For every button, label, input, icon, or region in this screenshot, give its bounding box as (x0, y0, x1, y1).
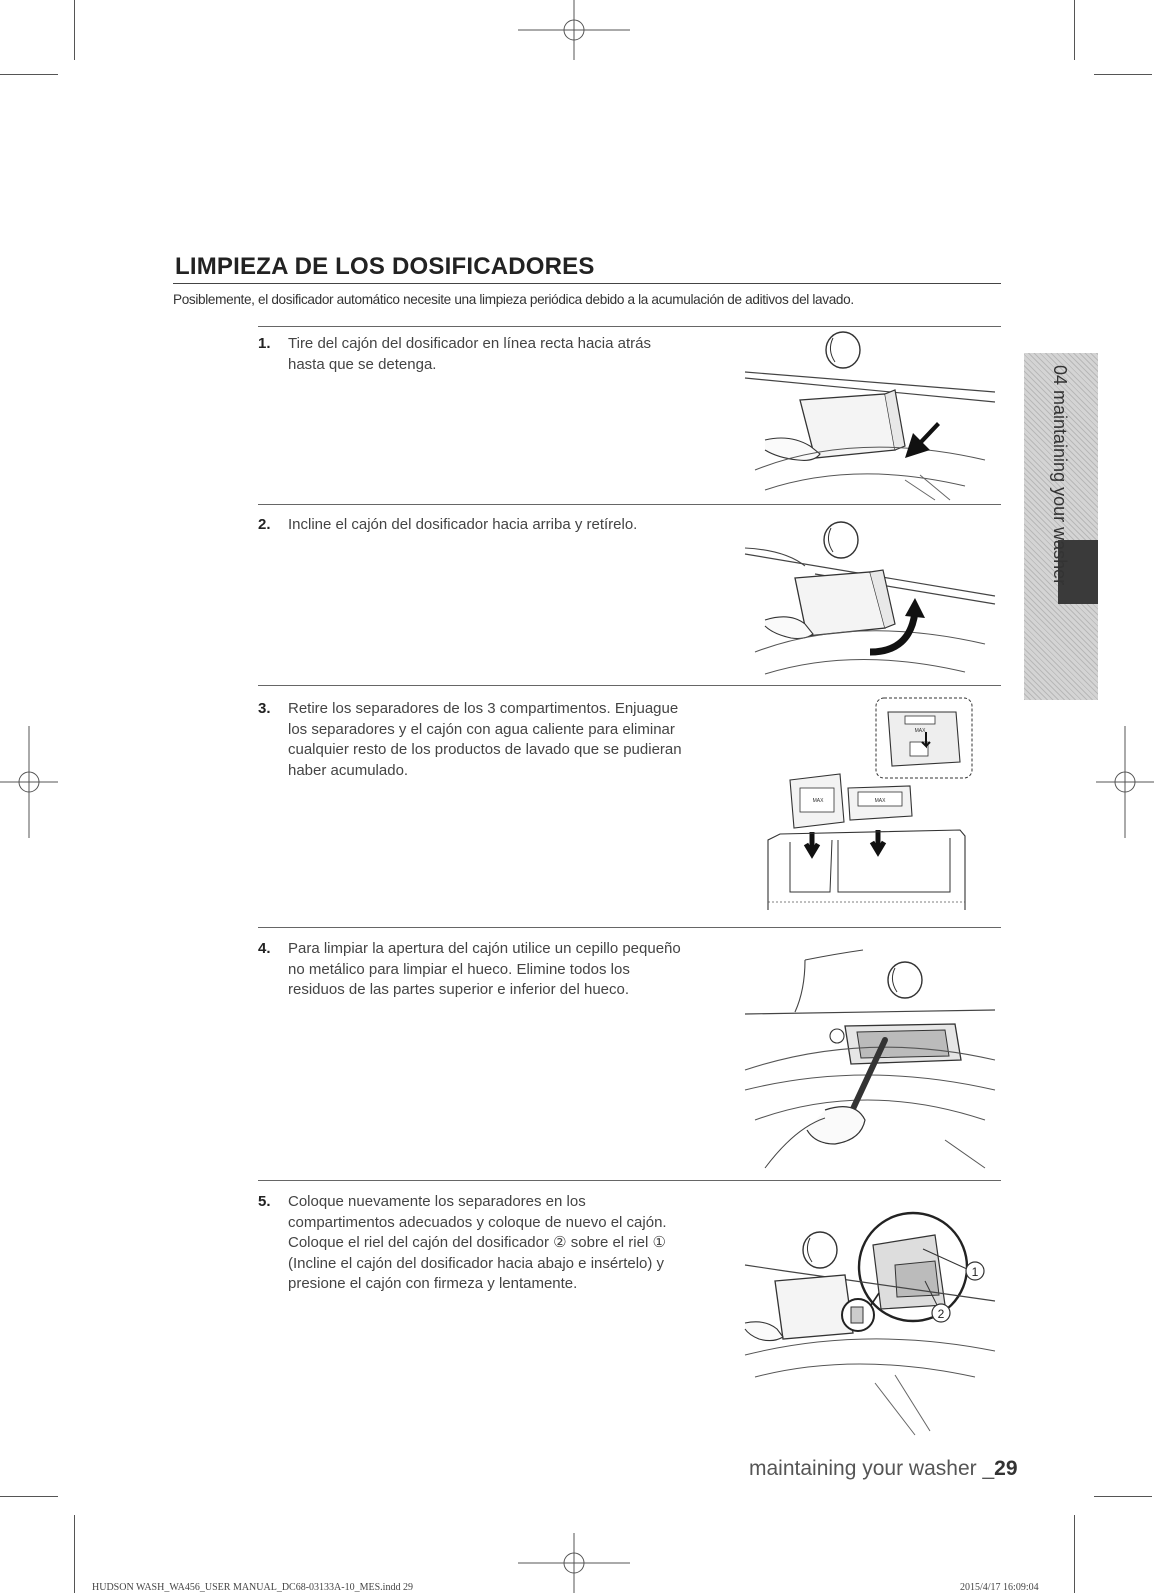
step-text (288, 515, 637, 536)
step-text-line: Para limpiar la apertura del cajón utilice un cepillo pequeño (288, 940, 681, 957)
section-intro: Posiblemente, el dosificador automático necesite una limpieza periódica debido a la acumulación de aditivos del lavado. (173, 292, 854, 307)
print-timestamp: 2015/4/17 16:09:04 (960, 1582, 1039, 1593)
step-text-line: (Incline el cajón del dosificador hacia abajo e insértelo) y (288, 1254, 665, 1272)
step-divider (258, 927, 1001, 928)
crop-mark (0, 74, 58, 75)
step-text-line: no metálico para limpiar el hueco. Elimine todos los (288, 960, 630, 978)
max-label: MAX (914, 728, 926, 734)
step-text-line: Coloque nuevamente los separadores en los (288, 1193, 586, 1210)
chapter-side-tab-label: 04 maintaining your washer (1050, 365, 1070, 586)
step-divider (258, 504, 1001, 505)
step-text-line: Incline el cajón del dosificador hacia arriba y retírelo. (288, 516, 638, 533)
page-number: 29 (994, 1457, 1018, 1480)
step-text (288, 939, 681, 1001)
step-text-line: presione el cajón con firmeza y lentamente. (288, 1275, 578, 1292)
print-file-name: HUDSON WASH_WA456_USER MANUAL_DC68-03133A-10_MES.indd 29 (92, 1582, 413, 1593)
step-number: 3. (258, 700, 271, 717)
registration-mark-right (1096, 726, 1154, 838)
inset-detail (876, 698, 972, 778)
max-label: MAX (874, 798, 886, 804)
registration-mark-left (0, 726, 58, 838)
callout-1: 1 (971, 1265, 979, 1279)
step-divider (258, 685, 1001, 686)
step-text-line: los separadores y el cajón con agua caliente para eliminar (288, 720, 675, 738)
callout-2: 2 (937, 1307, 945, 1321)
step-text-line: compartimentos adecuados y coloque de nuevo el cajón. (288, 1213, 667, 1231)
registration-mark-bottom (518, 1533, 630, 1593)
step-number: 5. (258, 1193, 271, 1210)
step-text-line: residuos de las partes superior e inferior del hueco. (288, 981, 630, 998)
step-number: 2. (258, 516, 271, 533)
step-number: 1. (258, 335, 271, 352)
step-text-line: haber acumulado. (288, 761, 409, 779)
step-text (288, 699, 682, 781)
crop-mark (1074, 1515, 1075, 1593)
step-text-line: Retire los separadores de los 3 compartimentos. Enjuague (288, 700, 679, 717)
illustration-reinsert-drawer (745, 1205, 995, 1437)
step-text-line: Coloque el riel del cajón del dosificador ② sobre el riel ① (288, 1234, 666, 1251)
step-divider (258, 326, 1001, 327)
title-divider (173, 283, 1001, 284)
step-text-line: Tire del cajón del dosificador en línea recta hacia atrás (288, 335, 651, 352)
page-footer (749, 1457, 1018, 1481)
crop-mark (0, 1496, 58, 1497)
illustration-separators (760, 692, 975, 918)
step-text-line: cualquier resto de los productos de lavado que se pudieran (288, 741, 682, 758)
section-title: LIMPIEZA DE LOS DOSIFICADORES (175, 253, 595, 280)
illustration-pull-drawer (745, 330, 995, 502)
max-label: MAX (812, 798, 824, 804)
crop-mark (74, 0, 75, 60)
step-text (288, 334, 651, 375)
crop-mark (1074, 0, 1075, 60)
illustration-brush-cleaning (745, 940, 995, 1172)
registration-mark-top (518, 0, 630, 60)
illustration-tilt-remove-drawer (745, 512, 995, 684)
crop-mark (74, 1515, 75, 1593)
step-number: 4. (258, 940, 271, 957)
step-text-line: hasta que se detenga. (288, 355, 437, 373)
step-text (288, 1192, 667, 1295)
crop-mark (1094, 74, 1152, 75)
step-divider (258, 1180, 1001, 1181)
crop-mark (1094, 1496, 1152, 1497)
footer-section-name: maintaining your washer _ (749, 1457, 995, 1480)
